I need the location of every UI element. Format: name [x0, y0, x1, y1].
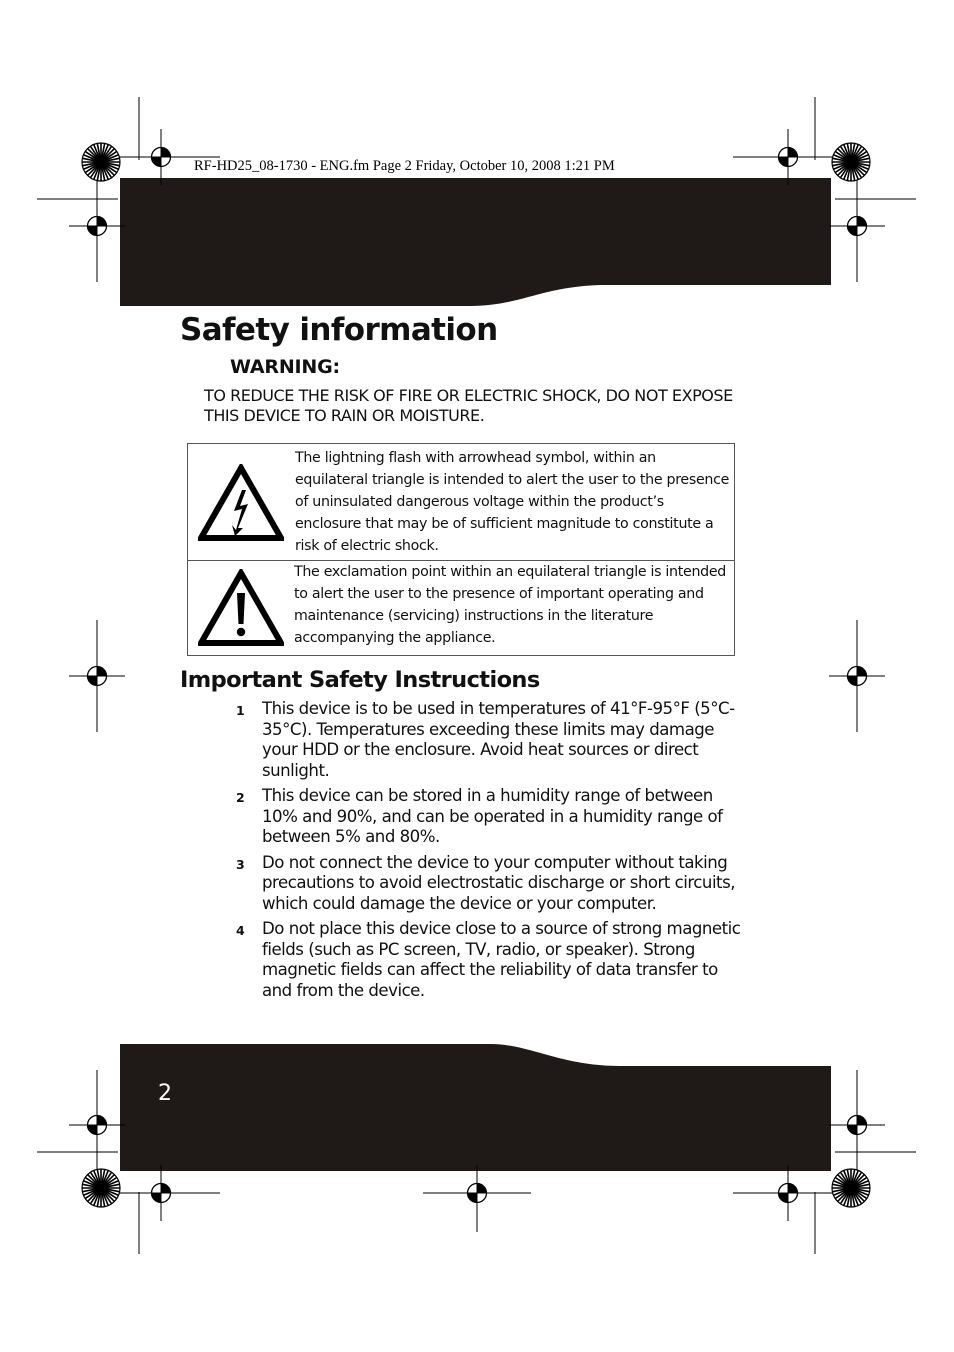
file-info-header: RF-HD25_08-1730 - ENG.fm Page 2 Friday, October 10, 2008 1:21 PM: [194, 158, 615, 174]
star-target-mark: [832, 143, 870, 181]
warning-text: TO REDUCE THE RISK OF FIRE OR ELECTRIC SHOCK, DO NOT EXPOSE THIS DEVICE TO RAIN OR MOISTURE.: [204, 386, 733, 425]
page-number: 2: [158, 1081, 172, 1106]
symbol-row-lightning: [188, 444, 734, 561]
top-banner: [120, 178, 831, 306]
list-item-number: 1: [236, 703, 245, 718]
list-item: [236, 699, 756, 781]
list-item-text: Do not connect the device to your computer without taking precautions to avoid electrostatic discharge or short circuits, which could damage the device or your computer.: [262, 852, 735, 913]
star-target-mark: [832, 1169, 870, 1207]
symbol-description: The exclamation point within an equilateral triangle is intended to alert the user to the presence of important operating and maintenance (servicing) instructions in the literature accompanying the appliance.: [294, 564, 726, 646]
lightning-triangle-icon: [198, 464, 284, 544]
instructions-list: [236, 699, 756, 1006]
bottom-banner: [120, 1044, 831, 1171]
page-title: Safety information: [180, 312, 498, 348]
list-item-text: This device can be stored in a humidity range of between 10% and 90%, and can be operated in a humidity range of between 5% and 80%.: [262, 786, 723, 846]
exclamation-triangle-icon: [198, 569, 284, 649]
list-item: [236, 786, 756, 848]
list-item-number: 4: [236, 923, 245, 938]
list-item: [236, 919, 756, 1001]
list-item-number: 3: [236, 856, 245, 872]
star-target-mark: [82, 1169, 120, 1207]
safety-symbols-table: [187, 443, 735, 656]
section-title: Important Safety Instructions: [180, 667, 540, 693]
symbol-description: The lightning flash with arrowhead symbol, within an equilateral triangle is intended to alert the user to the presence of uninsulated dangerous voltage within the product’s enclosure that may be of sufficient magnitude to constitute a risk of electric shock.: [295, 450, 730, 554]
list-item-text: Do not place this device close to a source of strong magnetic fields (such as PC screen, TV, radio, or speaker). Strong magnetic fields can affect the reliability of data transfer to and from the device.: [262, 919, 741, 1000]
list-item-text: This device is to be used in temperatures of 41°F-95°F (5°C-35°C). Temperatures exceeding these limits may damage your HDD or the enclosure. Avoid heat sources or direct sunlight.: [262, 699, 735, 780]
symbol-row-exclamation: [188, 561, 734, 655]
list-item-number: 2: [236, 790, 245, 805]
star-target-mark: [82, 143, 120, 181]
list-item: [236, 853, 756, 915]
warning-label: WARNING:: [230, 356, 340, 378]
